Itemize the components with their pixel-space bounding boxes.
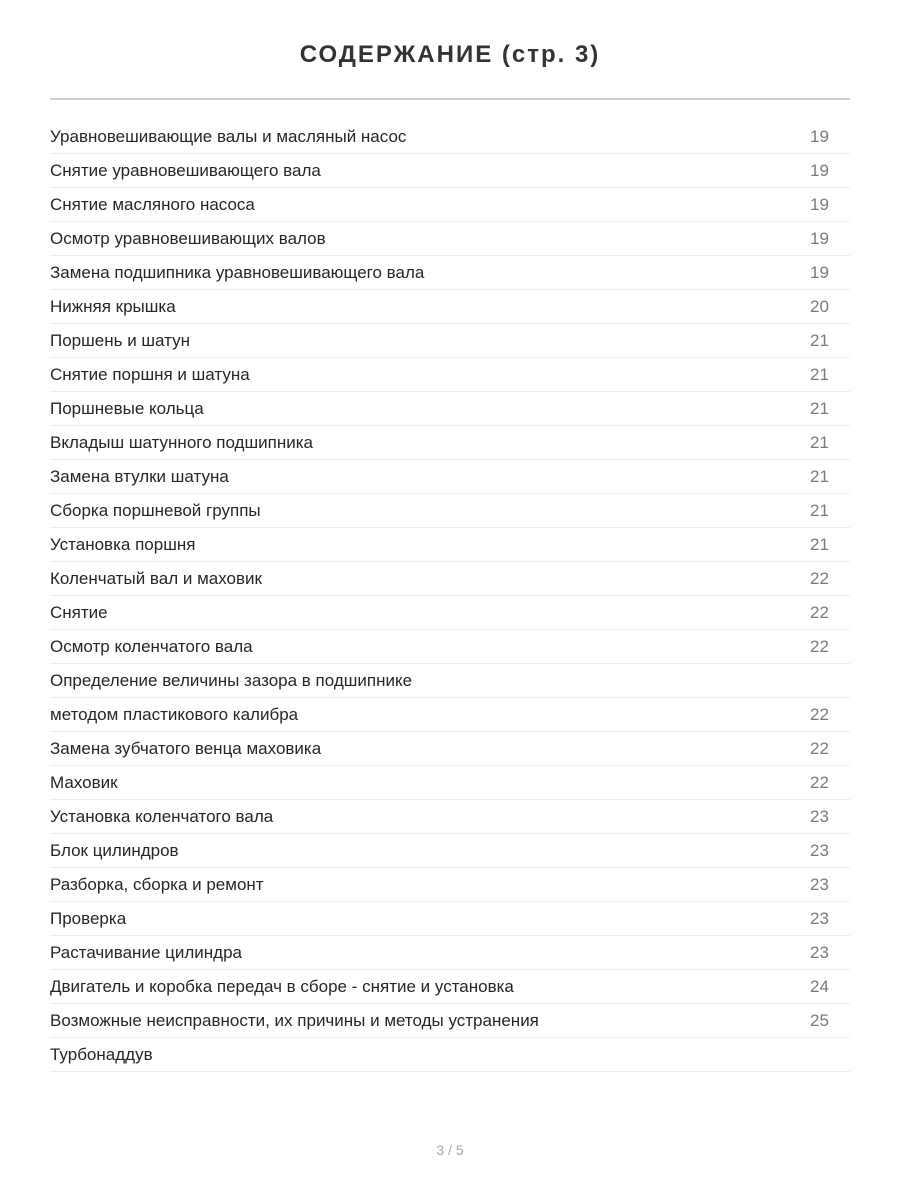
toc-entry[interactable]	[50, 834, 850, 868]
toc-entry[interactable]	[50, 596, 850, 630]
toc-entry[interactable]	[50, 392, 850, 426]
toc-entry-page: 21	[810, 501, 829, 520]
toc-entry-label: Замена подшипника уравновешивающего вала	[50, 263, 425, 282]
toc-entry-label: Уравновешивающие валы и масляный насос	[50, 127, 407, 146]
toc-entry[interactable]	[50, 800, 850, 834]
document-page	[50, 0, 850, 1064]
toc-entry[interactable]	[50, 324, 850, 358]
toc-entry[interactable]	[50, 222, 850, 256]
toc-entry[interactable]	[50, 290, 850, 324]
toc-entry[interactable]	[50, 562, 850, 596]
toc-entry-page: 23	[810, 909, 829, 928]
toc-entry-label: методом пластикового калибра	[50, 705, 299, 724]
toc-entry-page: 19	[810, 161, 829, 180]
toc-entry[interactable]	[50, 902, 850, 936]
toc-entry[interactable]	[50, 494, 850, 528]
toc-entry-label: Снятие масляного насоса	[50, 195, 255, 214]
toc-entry-page: 22	[810, 603, 829, 622]
toc-entry[interactable]	[50, 358, 850, 392]
toc-entry-page: 23	[810, 841, 829, 860]
table-of-contents	[50, 120, 850, 1072]
page-indicator: 3 / 5	[436, 1142, 464, 1158]
toc-entry-label: Маховик	[50, 773, 118, 792]
toc-entry-label: Нижняя крышка	[50, 297, 176, 316]
toc-entry-page: 22	[810, 569, 829, 588]
toc-entry-page: 22	[810, 773, 829, 792]
toc-entry-label: Вкладыш шатунного подшипника	[50, 433, 313, 452]
toc-entry-label: Осмотр уравновешивающих валов	[50, 229, 326, 248]
toc-entry-label: Снятие уравновешивающего вала	[50, 161, 321, 180]
toc-entry-label: Сборка поршневой группы	[50, 501, 261, 520]
toc-entry[interactable]	[50, 664, 850, 698]
toc-entry[interactable]	[50, 1038, 850, 1072]
toc-entry-label: Блок цилиндров	[50, 841, 179, 860]
toc-entry-page: 21	[810, 433, 829, 452]
toc-entry[interactable]	[50, 936, 850, 970]
toc-entry-page: 19	[810, 195, 829, 214]
toc-entry-page: 21	[810, 331, 829, 350]
toc-entry-label: Замена втулки шатуна	[50, 467, 229, 486]
toc-entry-label: Снятие поршня и шатуна	[50, 365, 250, 384]
toc-entry-label: Поршневые кольца	[50, 399, 204, 418]
toc-entry-page: 22	[810, 739, 829, 758]
toc-entry[interactable]	[50, 426, 850, 460]
title-divider	[50, 98, 850, 100]
toc-entry-page: 19	[810, 263, 829, 282]
toc-entry-page: 21	[810, 365, 829, 384]
toc-entry-page: 23	[810, 943, 829, 962]
toc-entry-page: 19	[810, 229, 829, 248]
toc-entry-label: Поршень и шатун	[50, 331, 190, 350]
toc-entry[interactable]	[50, 732, 850, 766]
toc-entry[interactable]	[50, 630, 850, 664]
toc-entry-page: 23	[810, 875, 829, 894]
toc-entry-page: 20	[810, 297, 829, 316]
toc-entry-label: Установка коленчатого вала	[50, 807, 274, 826]
toc-entry-label: Возможные неисправности, их причины и методы устранения	[50, 1011, 539, 1030]
toc-entry-page: 21	[810, 535, 829, 554]
toc-entry-label: Определение величины зазора в подшипнике	[50, 671, 413, 690]
toc-entry-page: 22	[810, 705, 829, 724]
toc-entry-page: 23	[810, 807, 829, 826]
toc-entry-label: Разборка, сборка и ремонт	[50, 875, 264, 894]
toc-entry-label: Проверка	[50, 909, 127, 928]
toc-entry-label: Замена зубчатого венца маховика	[50, 739, 322, 758]
toc-entry-page: 22	[810, 637, 829, 656]
toc-entry[interactable]	[50, 154, 850, 188]
toc-entry[interactable]	[50, 528, 850, 562]
toc-entry-page: 24	[810, 977, 829, 996]
toc-entry[interactable]	[50, 256, 850, 290]
toc-entry-label: Коленчатый вал и маховик	[50, 569, 262, 588]
toc-entry-page: 21	[810, 467, 829, 486]
toc-entry-label: Установка поршня	[50, 535, 196, 554]
toc-entry[interactable]	[50, 1004, 850, 1038]
toc-entry[interactable]	[50, 460, 850, 494]
toc-entry[interactable]	[50, 868, 850, 902]
toc-entry[interactable]	[50, 188, 850, 222]
toc-entry-page: 25	[810, 1011, 829, 1030]
toc-entry-label: Растачивание цилиндра	[50, 943, 242, 962]
toc-entry[interactable]	[50, 120, 850, 154]
toc-entry-page: 19	[810, 127, 829, 146]
toc-entry-label: Турбонаддув	[50, 1045, 153, 1064]
toc-entry-label: Двигатель и коробка передач в сборе - снятие и установка	[50, 977, 514, 996]
toc-entry[interactable]	[50, 766, 850, 800]
toc-entry[interactable]	[50, 970, 850, 1004]
toc-entry[interactable]	[50, 698, 850, 732]
toc-entry-label: Снятие	[50, 603, 108, 622]
toc-entry-page: 21	[810, 399, 829, 418]
page-title: СОДЕРЖАНИЕ (стр. 3)	[299, 41, 601, 68]
toc-entry-label: Осмотр коленчатого вала	[50, 637, 253, 656]
